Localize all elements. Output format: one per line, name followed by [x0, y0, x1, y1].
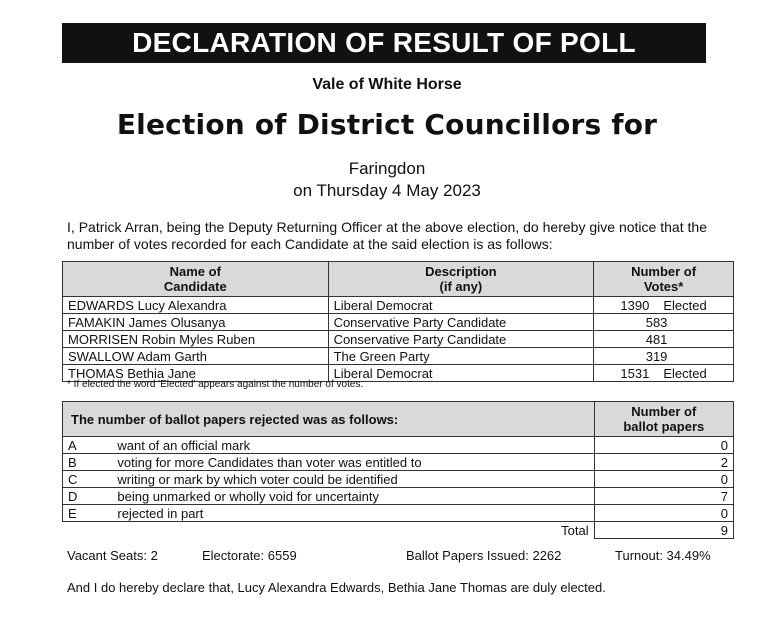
table-row — [63, 297, 734, 314]
table-row — [63, 454, 734, 471]
elected-marker: Elected — [663, 365, 707, 381]
table-row — [63, 348, 734, 365]
candidate-votes: 583 — [594, 314, 734, 331]
candidate-name: SWALLOW Adam Garth — [63, 348, 329, 365]
ward-name: Faringdon — [348, 159, 426, 178]
votes-column-header: Number of Votes* — [594, 262, 734, 297]
rejection-reason: being unmarked or wholly void for uncertainty — [112, 488, 594, 505]
notice-text: I, Patrick Arran, being the Deputy Returning Officer at the above election, do hereby give notice that the number of votes recorded for each Candidate at the said election is as follows: — [67, 219, 707, 252]
rejection-code: C — [63, 471, 113, 488]
candidate-description: Conservative Party Candidate — [328, 331, 594, 348]
candidate-description: Liberal Democrat — [328, 297, 594, 314]
table-row — [63, 331, 734, 348]
candidate-votes: 1390 Elected — [594, 297, 734, 314]
candidate-votes: 319 — [594, 348, 734, 365]
rejected-header-row — [63, 402, 734, 437]
candidate-description: The Green Party — [328, 348, 594, 365]
banner-title: DECLARATION OF RESULT OF POLL — [62, 23, 706, 63]
ballot-count-header: Number of ballot papers — [594, 402, 733, 437]
rejection-count: 0 — [594, 437, 733, 454]
candidate-description: Conservative Party Candidate — [328, 314, 594, 331]
electorate: Electorate: 6559 — [202, 548, 297, 563]
rejection-count: 7 — [594, 488, 733, 505]
candidate-name: MORRISEN Robin Myles Ruben — [63, 331, 329, 348]
rejection-count: 0 — [594, 505, 733, 522]
poll-date: on Thursday 4 May 2023 — [293, 181, 481, 200]
candidate-votes: 1531 Elected — [594, 365, 734, 382]
elected-marker: Elected — [663, 297, 707, 313]
name-column-header: Name of Candidate — [63, 262, 329, 297]
candidate-name: FAMAKIN James Olusanya — [63, 314, 329, 331]
table-row — [63, 437, 734, 454]
rejection-reason: writing or mark by which voter could be identified — [112, 471, 594, 488]
vacant-seats: Vacant Seats: 2 — [67, 548, 158, 563]
ward-and-date — [0, 158, 774, 202]
table-row — [63, 488, 734, 505]
candidate-name: EDWARDS Lucy Alexandra — [63, 297, 329, 314]
rejection-reason: voting for more Candidates than voter was entitled to — [112, 454, 594, 471]
candidate-votes: 481 — [594, 331, 734, 348]
rejected-header-label: The number of ballot papers rejected was as follows: — [63, 402, 595, 437]
total-count: 9 — [594, 522, 733, 539]
ballot-papers-issued: Ballot Papers Issued: 2262 — [406, 548, 562, 563]
rejection-code: B — [63, 454, 113, 471]
rejection-count: 2 — [594, 454, 733, 471]
declaration-statement: And I do hereby declare that, Lucy Alexandra Edwards, Bethia Jane Thomas are duly elected. — [67, 580, 606, 595]
table-row — [63, 505, 734, 522]
poll-statistics — [67, 548, 727, 566]
footnote: * If elected the word 'Elected' appears against the number of votes. — [67, 379, 364, 390]
candidates-table — [62, 261, 734, 382]
candidates-header-row — [63, 262, 734, 297]
candidate-name: THOMAS Bethia Jane — [63, 365, 329, 382]
rejection-count: 0 — [594, 471, 733, 488]
table-row — [63, 314, 734, 331]
rejection-code: A — [63, 437, 113, 454]
election-heading: Election of District Councillors for — [116, 108, 658, 141]
area-name: Vale of White Horse — [312, 76, 462, 93]
rejection-reason: want of an official mark — [112, 437, 594, 454]
rejection-code: E — [63, 505, 113, 522]
candidate-description: Liberal Democrat — [328, 365, 594, 382]
rejection-code: D — [63, 488, 113, 505]
description-column-header: Description (if any) — [328, 262, 594, 297]
table-row — [63, 471, 734, 488]
turnout: Turnout: 34.49% — [615, 548, 711, 563]
total-label: Total — [63, 522, 595, 539]
rejection-reason: rejected in part — [112, 505, 594, 522]
rejected-ballots-table — [62, 401, 734, 539]
total-row — [63, 522, 734, 539]
